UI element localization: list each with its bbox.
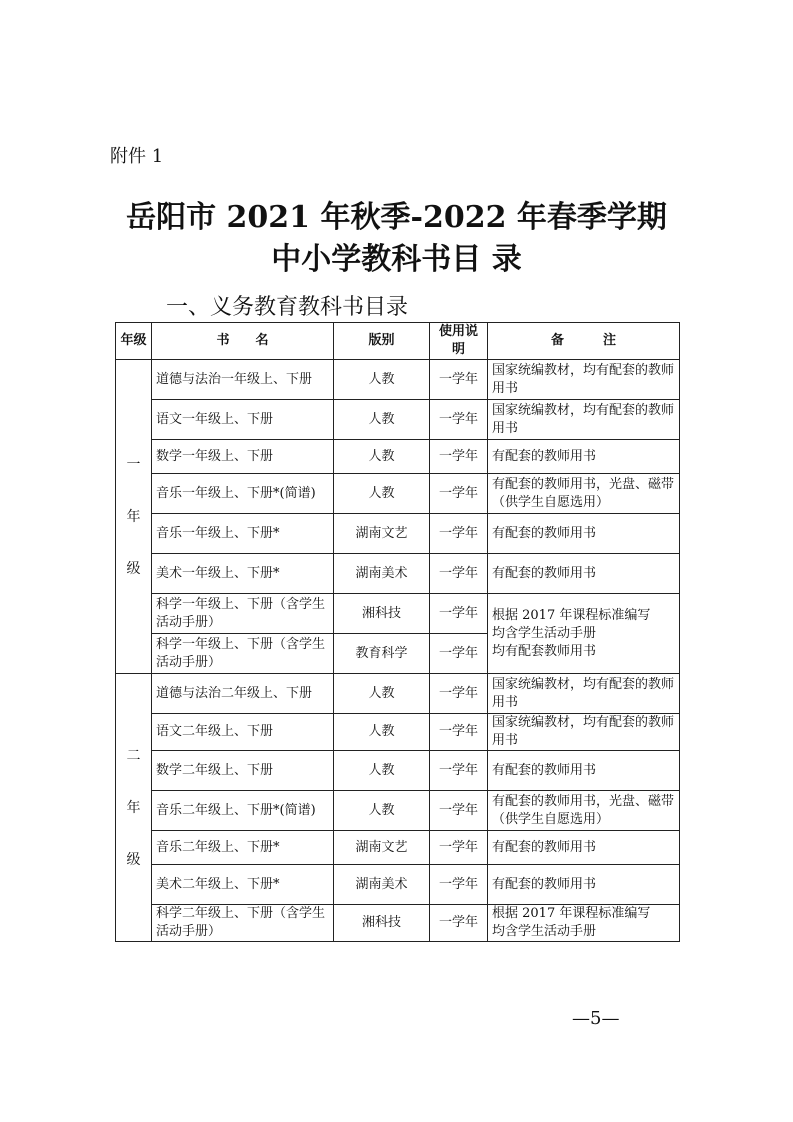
usage-cell: 一学年 [430, 514, 488, 554]
usage-cell: 一学年 [430, 360, 488, 400]
grade-char: 级 [126, 851, 141, 868]
edition-cell: 人教 [334, 674, 430, 714]
grade-char: 二 [126, 747, 141, 764]
book-name-cell: 美术二年级上、下册* [152, 865, 334, 905]
book-name-cell: 科学一年级上、下册（含学生活动手册） [152, 634, 334, 674]
grade-cell [116, 360, 152, 674]
table-row [116, 865, 680, 905]
usage-cell: 一学年 [430, 905, 488, 942]
usage-cell: 一学年 [430, 674, 488, 714]
science-remarks-cell [488, 594, 680, 674]
edition-cell: 人教 [334, 751, 430, 791]
science-remark-line: 根据 2017 年课程标准编写 [492, 607, 651, 623]
usage-cell: 一学年 [430, 554, 488, 594]
attachment-label: 附件 1 [110, 146, 164, 167]
grade-char: 一 [126, 456, 141, 473]
science-remark-line: 均含学生活动手册 [492, 625, 597, 641]
table-row [116, 360, 680, 400]
book-name-cell: 道德与法治一年级上、下册 [152, 360, 334, 400]
table-row [116, 905, 680, 942]
usage-cell: 一学年 [430, 634, 488, 674]
table-row [116, 440, 680, 474]
science-remarks-cell [488, 905, 680, 942]
book-name-cell: 数学二年级上、下册 [152, 751, 334, 791]
remarks-cell: 国家统编教材，均有配套的教师用书 [488, 360, 680, 400]
table-row [116, 751, 680, 791]
table-row [116, 554, 680, 594]
science-remark-line: 均含学生活动手册 [492, 924, 597, 939]
usage-cell: 一学年 [430, 594, 488, 634]
section-heading: 一、义务教育教科书目录 [166, 295, 409, 320]
usage-cell: 一学年 [430, 831, 488, 865]
usage-cell: 一学年 [430, 440, 488, 474]
edition-cell: 人教 [334, 400, 430, 440]
table-row [116, 674, 680, 714]
book-name-cell: 科学二年级上、下册（含学生活动手册） [152, 905, 334, 942]
edition-cell: 人教 [334, 360, 430, 400]
edition-cell: 人教 [334, 791, 430, 831]
usage-cell: 一学年 [430, 865, 488, 905]
book-name-cell: 数学一年级上、下册 [152, 440, 334, 474]
usage-cell: 一学年 [430, 474, 488, 514]
edition-cell: 人教 [334, 474, 430, 514]
grade-char: 年 [126, 799, 141, 816]
header-remarks: 备 注 [488, 323, 680, 360]
table-row [116, 474, 680, 514]
remarks-cell: 有配套的教师用书 [488, 865, 680, 905]
table-row [116, 514, 680, 554]
grade-cell [116, 674, 152, 942]
book-name-cell: 道德与法治二年级上、下册 [152, 674, 334, 714]
table-row [116, 791, 680, 831]
edition-cell: 湖南美术 [334, 865, 430, 905]
usage-cell: 一学年 [430, 400, 488, 440]
edition-cell: 湘科技 [334, 594, 430, 634]
book-name-cell: 音乐一年级上、下册*(简谱) [152, 474, 334, 514]
remarks-cell: 国家统编教材，均有配套的教师用书 [488, 400, 680, 440]
edition-cell: 湖南文艺 [334, 514, 430, 554]
header-name: 书 名 [152, 323, 334, 360]
table-row [116, 714, 680, 751]
textbook-catalog-table [115, 322, 680, 942]
book-name-cell: 音乐二年级上、下册*(简谱) [152, 791, 334, 831]
remarks-cell: 有配套的教师用书，光盘、磁带（供学生自愿选用） [488, 791, 680, 831]
table-row [116, 400, 680, 440]
remarks-cell: 国家统编教材，均有配套的教师用书 [488, 714, 680, 751]
page-number: —5— [572, 1008, 620, 1029]
book-name-cell: 音乐一年级上、下册* [152, 514, 334, 554]
science-remark-line: 根据 2017 年课程标准编写 [492, 906, 651, 921]
book-name-cell: 音乐二年级上、下册* [152, 831, 334, 865]
remarks-cell: 有配套的教师用书 [488, 440, 680, 474]
usage-cell: 一学年 [430, 791, 488, 831]
usage-cell: 一学年 [430, 751, 488, 791]
document-title-line2: 中小学教科书目 录 [271, 242, 522, 277]
edition-cell: 人教 [334, 440, 430, 474]
edition-cell: 湖南文艺 [334, 831, 430, 865]
book-name-cell: 语文二年级上、下册 [152, 714, 334, 751]
table-row [116, 831, 680, 865]
header-grade: 年级 [116, 323, 152, 360]
table-header-row [116, 323, 680, 360]
book-name-cell: 科学一年级上、下册（含学生活动手册） [152, 594, 334, 634]
remarks-cell: 有配套的教师用书 [488, 751, 680, 791]
remarks-cell: 有配套的教师用书 [488, 514, 680, 554]
book-name-cell: 语文一年级上、下册 [152, 400, 334, 440]
header-usage: 使用说明 [430, 323, 488, 360]
science-remark-line: 均有配套教师用书 [492, 643, 597, 659]
book-name-cell: 美术一年级上、下册* [152, 554, 334, 594]
table-body [116, 360, 680, 942]
edition-cell: 湘科技 [334, 905, 430, 942]
edition-cell: 教育科学 [334, 634, 430, 674]
edition-cell: 人教 [334, 714, 430, 751]
remarks-cell: 国家统编教材，均有配套的教师用书 [488, 674, 680, 714]
edition-cell: 湖南美术 [334, 554, 430, 594]
usage-cell: 一学年 [430, 714, 488, 751]
remarks-cell: 有配套的教师用书，光盘、磁带（供学生自愿选用） [488, 474, 680, 514]
remarks-cell: 有配套的教师用书 [488, 554, 680, 594]
header-edition: 版别 [334, 323, 430, 360]
grade-char: 级 [126, 560, 141, 577]
document-title-line1: 岳阳市 2021 年秋季-2022 年春季学期 [126, 200, 667, 235]
grade-char: 年 [126, 508, 141, 525]
remarks-cell: 有配套的教师用书 [488, 831, 680, 865]
table-row [116, 594, 680, 634]
